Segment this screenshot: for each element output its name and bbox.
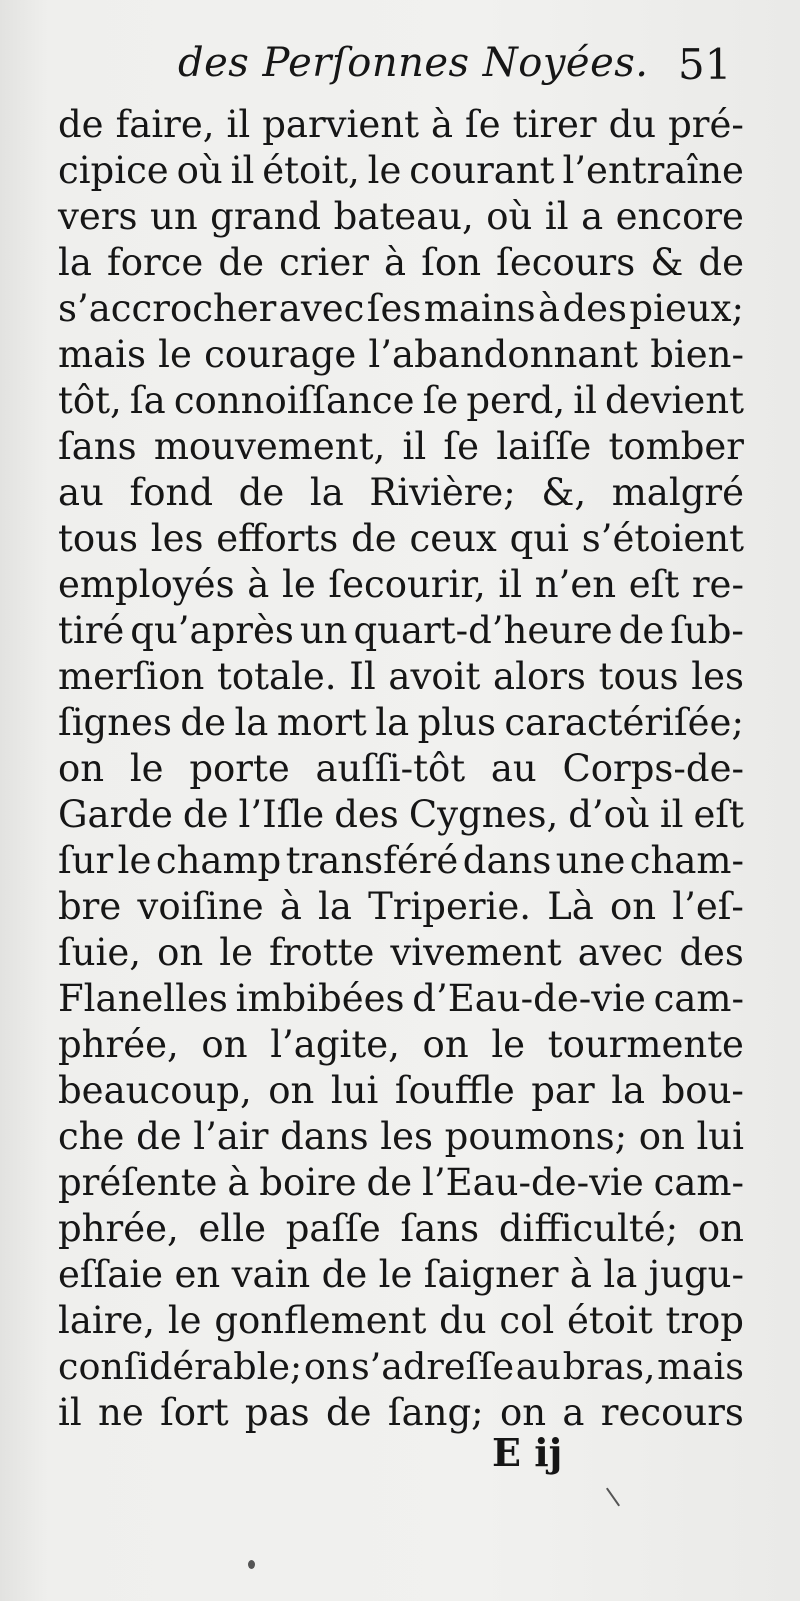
word: l’agite,	[270, 1023, 400, 1066]
word: alors	[493, 655, 586, 698]
word: pieux;	[629, 287, 744, 330]
word: l’Eau-de-vie	[422, 1161, 644, 1204]
word: plus	[417, 701, 496, 744]
word: phrée,	[58, 1023, 179, 1066]
word: des	[334, 793, 399, 836]
word: de	[218, 241, 264, 284]
text-line	[58, 792, 744, 838]
word: on	[609, 885, 657, 928]
word: on	[422, 1023, 469, 1066]
word: ſaigner	[423, 1253, 559, 1296]
word: on	[201, 1023, 248, 1066]
word: le	[129, 747, 164, 790]
word: tous	[58, 517, 138, 560]
word: le	[158, 333, 192, 376]
word: ſon	[421, 241, 482, 284]
word: s’adreſſe	[350, 1345, 515, 1388]
word: tiré	[58, 609, 125, 652]
word: totale.	[217, 655, 337, 698]
word: d’où	[568, 793, 650, 836]
word: difficulté;	[498, 1207, 679, 1250]
word: &	[650, 241, 684, 284]
word: le	[117, 839, 152, 882]
text-line	[58, 1344, 744, 1390]
word: perd,	[466, 379, 566, 422]
word: à	[537, 287, 561, 330]
word: quart-d’heure	[353, 609, 613, 652]
word: mais	[657, 1345, 744, 1388]
word: de	[180, 701, 226, 744]
text-line	[58, 1298, 744, 1344]
word: a	[581, 195, 604, 238]
text-line	[58, 838, 744, 884]
word: tomber	[608, 425, 744, 468]
word: transféré	[285, 839, 459, 882]
word: ceux	[409, 517, 497, 560]
word: devient	[605, 379, 744, 422]
ink-speck	[248, 1560, 255, 1569]
word: phrée,	[58, 1207, 179, 1250]
word: s’étoient	[581, 517, 744, 560]
word: laiſſe	[496, 425, 592, 468]
word: che	[58, 1115, 125, 1158]
word: on	[268, 1069, 315, 1112]
word: lui	[696, 1115, 744, 1158]
word: l’entraîne	[562, 149, 744, 192]
word: en	[174, 1253, 221, 1296]
word: Il	[349, 655, 376, 698]
word: du	[608, 103, 657, 146]
running-title: des Perſonnes Noyées.	[178, 40, 649, 86]
word: vers	[58, 195, 138, 238]
word: beaucoup,	[58, 1069, 252, 1112]
word: n’en	[534, 563, 617, 606]
text-line	[58, 654, 744, 700]
word: recours	[600, 1391, 744, 1434]
word: &,	[541, 471, 587, 514]
word: bras,	[562, 1345, 656, 1388]
word: il	[659, 793, 684, 836]
word: a	[562, 1391, 585, 1434]
word: avoit	[388, 655, 481, 698]
word: connoiſſance	[173, 379, 415, 422]
text-line	[58, 976, 744, 1022]
word: courant	[409, 149, 555, 192]
word: ſans	[400, 1207, 480, 1250]
body-text	[58, 102, 744, 1436]
word: imbibées	[235, 977, 405, 1020]
word: ſe	[465, 103, 501, 146]
word: de	[698, 241, 744, 284]
word: il	[226, 103, 251, 146]
word: caractériſée;	[504, 701, 744, 744]
word: l’Iſle	[238, 793, 325, 836]
word: bien-	[650, 333, 744, 376]
word: il	[544, 195, 569, 238]
word: on	[638, 1115, 685, 1158]
word: s’accrocher	[58, 287, 277, 330]
word: cam-	[653, 1161, 744, 1204]
word: on	[58, 747, 105, 790]
word: ſang;	[387, 1391, 484, 1434]
word: ſe	[422, 379, 459, 422]
word: le	[378, 1253, 413, 1296]
word: il	[573, 379, 597, 422]
word: la	[58, 241, 92, 284]
word: de	[618, 609, 665, 652]
word: tourmente	[547, 1023, 744, 1066]
word: la	[234, 701, 269, 744]
word: eſt	[693, 793, 744, 836]
word: parvient	[262, 103, 419, 146]
word: mains	[423, 287, 536, 330]
word: il	[498, 563, 523, 606]
word: tirer	[512, 103, 597, 146]
word: de	[366, 1161, 413, 1204]
word: bre	[58, 885, 122, 928]
word: Rivière;	[369, 471, 516, 514]
word: le	[219, 931, 253, 974]
word: on	[157, 931, 204, 974]
word: à	[430, 103, 454, 146]
word: ſuie,	[58, 931, 142, 974]
word: de	[238, 471, 285, 514]
word: Flanelles	[58, 977, 228, 1020]
word: avec	[278, 287, 365, 330]
word: de	[321, 1253, 368, 1296]
word: étoit	[566, 1299, 653, 1342]
word: pas	[244, 1391, 310, 1434]
word: de	[325, 1391, 372, 1434]
word: une	[555, 839, 626, 882]
text-line	[58, 1068, 744, 1114]
word: de	[182, 793, 229, 836]
word: boire	[259, 1161, 357, 1204]
word: elle	[198, 1207, 266, 1250]
word: des	[562, 287, 628, 330]
word: les	[150, 517, 204, 560]
text-line	[58, 700, 744, 746]
word: le	[167, 1299, 202, 1342]
word: les	[380, 1115, 434, 1158]
word: laire,	[58, 1299, 156, 1342]
word: fond	[129, 471, 214, 514]
word: l’abandonnant	[368, 333, 639, 376]
word: le	[491, 1023, 526, 1066]
word: porte	[189, 747, 290, 790]
word: gonflement	[214, 1299, 427, 1342]
page-header	[0, 40, 800, 100]
word: par	[531, 1069, 595, 1112]
word: bou-	[661, 1069, 744, 1112]
word: de	[136, 1115, 182, 1158]
word: faire,	[115, 103, 215, 146]
text-line	[58, 240, 744, 286]
word: grand	[210, 195, 322, 238]
word: mort	[276, 701, 367, 744]
word: un	[299, 609, 348, 652]
text-line	[58, 194, 744, 240]
word: la	[603, 1253, 638, 1296]
word: on	[303, 1345, 350, 1388]
word: ſub-	[670, 609, 744, 652]
word: trop	[665, 1299, 744, 1342]
word: bateau,	[333, 195, 474, 238]
word: courage	[204, 333, 357, 376]
text-line	[58, 930, 744, 976]
word: Là	[547, 885, 594, 928]
word: paſſe	[285, 1207, 381, 1250]
word: la	[375, 701, 410, 744]
signature-mark: E ij	[492, 1430, 563, 1475]
word: il	[402, 425, 427, 468]
text-line	[58, 1206, 744, 1252]
word: re-	[691, 563, 744, 606]
text-line	[58, 1390, 744, 1436]
text-line	[58, 516, 744, 562]
word: eſt	[628, 563, 680, 606]
word: il	[58, 1391, 82, 1434]
word: Garde	[58, 793, 173, 836]
text-line	[58, 332, 744, 378]
word: Corps-de-	[562, 747, 744, 790]
word: à	[227, 1161, 250, 1204]
word: préſente	[58, 1161, 218, 1204]
word: où	[486, 195, 533, 238]
page-number: 51	[678, 40, 732, 89]
word: où	[176, 149, 223, 192]
word: l’eſ-	[672, 885, 744, 928]
word: un	[149, 195, 198, 238]
word: la	[318, 885, 352, 928]
word: la	[309, 471, 344, 514]
word: conſidérable;	[58, 1345, 303, 1388]
word: ſignes	[58, 701, 172, 744]
word: d’Eau-de-vie	[412, 977, 646, 1020]
word: il	[230, 149, 255, 192]
word: ſouffle	[394, 1069, 515, 1112]
ink-speck	[606, 1487, 620, 1506]
word: vivement	[390, 931, 562, 974]
word: ne	[98, 1391, 144, 1434]
word: le	[367, 149, 402, 192]
text-line	[58, 286, 744, 332]
word: efforts	[216, 517, 339, 560]
word: qui	[509, 517, 569, 560]
word: l’air	[193, 1115, 269, 1158]
word: dans	[462, 839, 552, 882]
text-line	[58, 148, 744, 194]
word: auſſi-tôt	[315, 747, 466, 790]
word: on	[697, 1207, 744, 1250]
word: mais	[58, 333, 146, 376]
text-line	[58, 1022, 744, 1068]
word: mouvement,	[153, 425, 386, 468]
word: ſur	[58, 839, 114, 882]
text-line	[58, 1114, 744, 1160]
word: frotte	[269, 931, 375, 974]
word: avec	[577, 931, 664, 974]
word: Triperie.	[368, 885, 532, 928]
word: eſſaie	[58, 1253, 164, 1296]
text-line	[58, 746, 744, 792]
word: à	[279, 885, 302, 928]
word: ſecourir,	[328, 563, 486, 606]
word: à	[569, 1253, 592, 1296]
word: à	[384, 241, 407, 284]
text-line	[58, 1160, 744, 1206]
text-line	[58, 562, 744, 608]
text-line	[58, 608, 744, 654]
word: de	[351, 517, 397, 560]
text-line	[58, 102, 744, 148]
word: lui	[330, 1069, 379, 1112]
word: ſans	[58, 425, 137, 468]
text-line	[58, 378, 744, 424]
word: encore	[615, 195, 744, 238]
word: ſa	[129, 379, 166, 422]
word: du	[439, 1299, 487, 1342]
word: au	[58, 471, 104, 514]
word: ſes	[366, 287, 422, 330]
word: pré-	[668, 103, 744, 146]
word: cipice	[58, 149, 169, 192]
word: champ	[155, 839, 282, 882]
word: employés	[58, 563, 235, 606]
word: jugu-	[648, 1253, 744, 1296]
word: étoit,	[262, 149, 360, 192]
word: dans	[280, 1115, 369, 1158]
word: on	[499, 1391, 547, 1434]
word: au	[515, 1345, 561, 1388]
word: la	[611, 1069, 646, 1112]
word: des	[679, 931, 744, 974]
text-line	[58, 470, 744, 516]
word: ſe	[443, 425, 479, 468]
word: qu’après	[130, 609, 294, 652]
word: malgré	[611, 471, 744, 514]
word: à	[247, 563, 270, 606]
word: ſecours	[496, 241, 636, 284]
word: crier	[279, 241, 369, 284]
word: force	[107, 241, 204, 284]
text-line	[58, 424, 744, 470]
word: au	[490, 747, 537, 790]
word: poumons;	[444, 1115, 628, 1158]
word: merſion	[58, 655, 205, 698]
word: de	[58, 103, 104, 146]
word: cam-	[653, 977, 744, 1020]
word: Cygnes,	[408, 793, 559, 836]
text-line	[58, 884, 744, 930]
text-line	[58, 1252, 744, 1298]
word: le	[281, 563, 316, 606]
word: tous	[598, 655, 679, 698]
word: cham-	[629, 839, 744, 882]
word: col	[499, 1299, 555, 1342]
word: les	[691, 655, 744, 698]
word: vain	[231, 1253, 311, 1296]
word: voiſine	[137, 885, 264, 928]
word: tôt,	[58, 379, 122, 422]
word: ſort	[160, 1391, 229, 1434]
